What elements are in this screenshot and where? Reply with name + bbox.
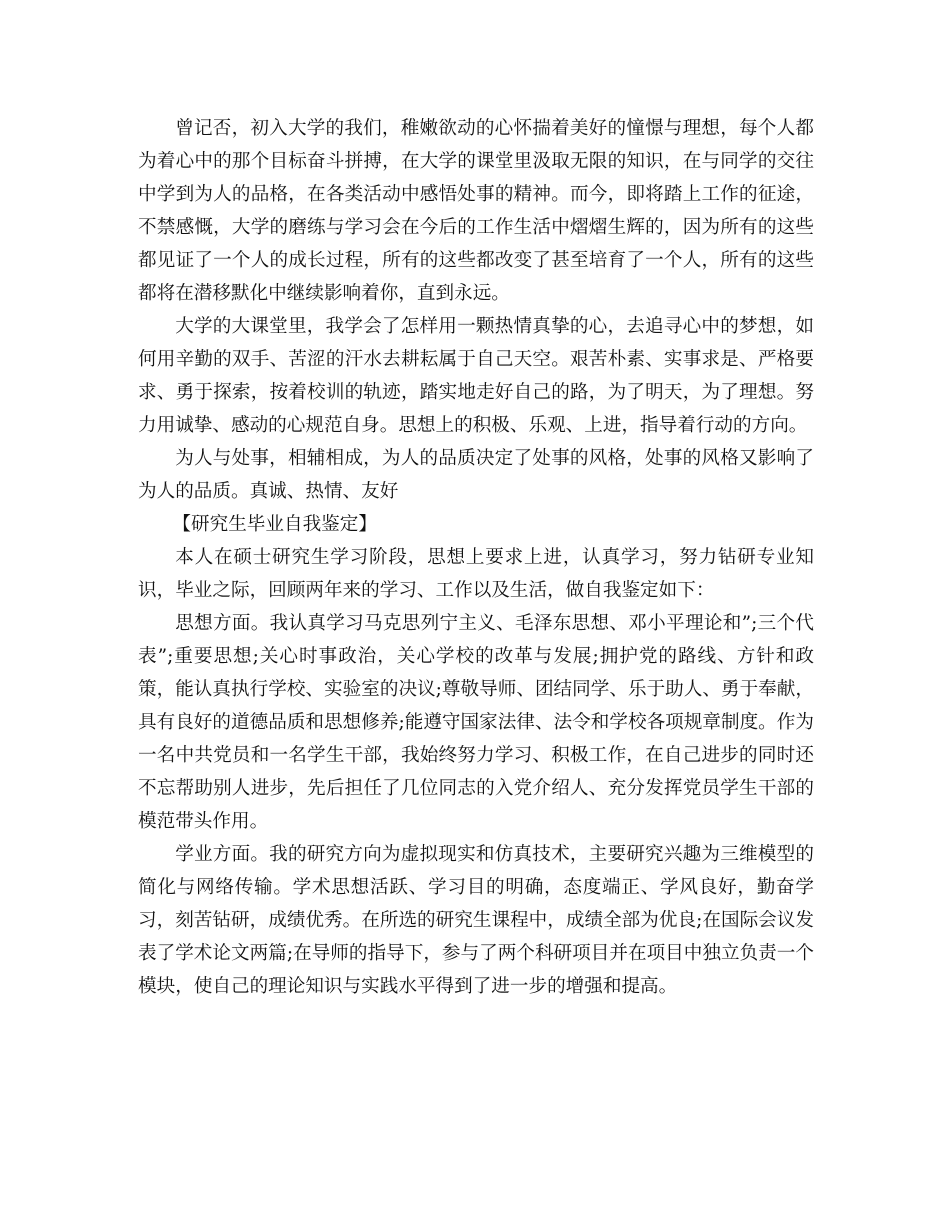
paragraph-intro: 本人在硕士研究生学习阶段，思想上要求上进，认真学习，努力钻研专业知识，毕业之际，回顾两年来的学习、工作以及生活，做自我鉴定如下： <box>138 547 814 601</box>
document-page <box>138 112 814 1003</box>
paragraph-academics: 学业方面。我的研究方向为虚拟现实和仿真技术，主要研究兴趣为三维模型的简化与网络传输。学术思想活跃、学习目的明确，态度端正、学风良好，勤奋学习，刻苦钻研，成绩优秀。在所选的研究生课程中，成绩全部为优良;在国际会议发表了学术论文两篇;在导师的指导下，参与了两个科研项目并在项目中独立负责一个模块，使自己的理论知识与实践水平得到了进一步的增强和提高。 <box>138 844 814 997</box>
section-heading: 【研究生毕业自我鉴定】 <box>172 514 377 535</box>
paragraph-conduct: 为人与处事，相辅相成，为人的品质决定了处事的风格，处事的风格又影响了为人的品质。真诚、热情、友好 <box>138 448 814 502</box>
paragraph-ideology: 思想方面。我认真学习马克思列宁主义、毛泽东思想、邓小平理论和”;三个代表”;重要思想;关心时事政治，关心学校的改革与发展;拥护党的路线、方针和政策，能认真执行学校、实验室的决议;尊敬导师、团结同学、乐于助人、勇于奉献，具有良好的道德品质和思想修养;能遵守国家法律、法令和学校各项规章制度。作为一名中共党员和一名学生干部，我始终努力学习、积极工作，在自己进步的同时还不忘帮助别人进步，先后担任了几位同志的入党介绍人、充分发挥党员学生干部的模范带头作用。 <box>138 613 814 832</box>
paragraph-memories: 曾记否，初入大学的我们，稚嫩欲动的心怀揣着美好的憧憬与理想，每个人都为着心中的那个目标奋斗拼搏，在大学的课堂里汲取无限的知识，在与同学的交往中学到为人的品格，在各类活动中感悟处事的精神。而今，即将踏上工作的征途，不禁感慨，大学的磨练与学习会在今后的工作生活中熠熠生辉的，因为所有的这些都见证了一个人的成长过程，所有的这些都改变了甚至培育了一个人，所有的这些都将在潜移默化中继续影响着你，直到永远。 <box>138 118 814 304</box>
paragraph-classroom: 大学的大课堂里，我学会了怎样用一颗热情真挚的心，去追寻心中的梦想，如何用辛勤的双手、苦涩的汗水去耕耘属于自己天空。艰苦朴素、实事求是、严格要求、勇于探索，按着校训的轨迹，踏实地走好自己的路，为了明天，为了理想。努力用诚挚、感动的心规范自身。思想上的积极、乐观、上进，指导着行动的方向。 <box>138 316 814 436</box>
